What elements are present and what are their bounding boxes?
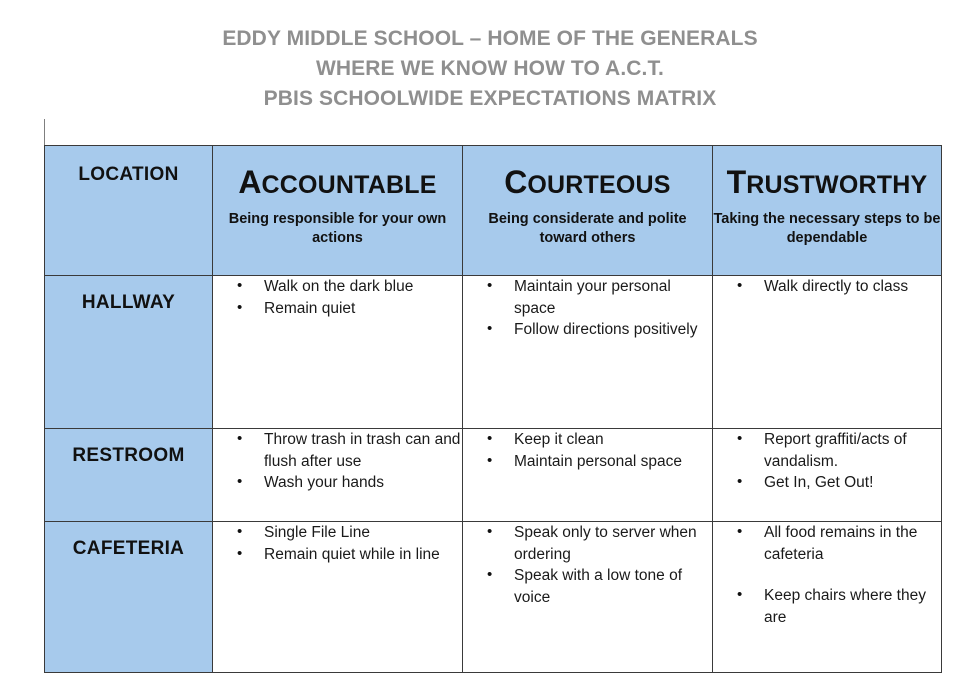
- list-item: • Speak only to server when ordering: [487, 522, 712, 565]
- cell-cafeteria-accountable: [213, 522, 463, 673]
- list-item: • Follow directions positively: [487, 319, 712, 341]
- list-item: • Report graffiti/acts of vandalism.: [737, 429, 941, 472]
- list-item: • Get In, Get Out!: [737, 472, 941, 494]
- header-cell-courteous: [463, 146, 713, 276]
- cell-hallway-trustworthy: [713, 276, 942, 429]
- cell-hallway-accountable: [213, 276, 463, 429]
- cell-restroom-accountable: [213, 429, 463, 522]
- cell-cafeteria-courteous: [463, 522, 713, 673]
- header-accountable-initial: A: [238, 164, 262, 200]
- header-cell-trustworthy: [713, 146, 942, 276]
- bullet-list: [213, 429, 462, 494]
- list-item: • Throw trash in trash can and flush after use: [237, 429, 462, 472]
- matrix-header-row: [45, 146, 942, 276]
- row-location-cafeteria: [45, 522, 213, 673]
- row-location-label: HALLWAY: [81, 292, 176, 313]
- row-location-label: RESTROOM: [72, 445, 185, 466]
- list-item: • Maintain your personal space: [487, 276, 712, 319]
- header-cell-accountable: [213, 146, 463, 276]
- cell-restroom-trustworthy: [713, 429, 942, 522]
- page-title: [0, 24, 980, 114]
- bullet-list: [213, 522, 462, 565]
- list-item: • Keep it clean: [487, 429, 712, 451]
- header-cell-location: [45, 146, 213, 276]
- list-item: • Walk directly to class: [737, 276, 941, 298]
- header-trustworthy-initial: T: [726, 164, 747, 200]
- header-trustworthy-rest: RUSTWORTHY: [746, 171, 928, 199]
- pbis-expectations-matrix: [44, 145, 942, 673]
- header-trustworthy-subtitle: Taking the necessary steps to be dependable: [713, 211, 941, 246]
- list-item: • Wash your hands: [237, 472, 462, 494]
- table-row: [45, 522, 942, 673]
- header-accountable-word: [213, 166, 462, 198]
- bullet-list: [713, 522, 941, 628]
- table-left-edge-extension: [44, 119, 45, 146]
- table-row: [45, 276, 942, 429]
- cell-cafeteria-trustworthy: [713, 522, 942, 673]
- header-location-label: LOCATION: [78, 164, 179, 185]
- list-item: • Remain quiet: [237, 298, 462, 320]
- row-location-label: CAFETERIA: [72, 538, 185, 559]
- header-courteous-word: [463, 166, 712, 198]
- list-item: • All food remains in the cafeteria: [737, 522, 941, 565]
- cell-restroom-courteous: [463, 429, 713, 522]
- list-item: • Single File Line: [237, 522, 462, 544]
- bullet-list: [463, 276, 712, 341]
- header-courteous-subtitle: Being considerate and polite toward others: [488, 211, 687, 246]
- bullet-list: [713, 276, 941, 298]
- bullet-list: [213, 276, 462, 319]
- header-accountable-subtitle: Being responsible for your own actions: [228, 211, 447, 246]
- list-item: • Maintain personal space: [487, 451, 712, 473]
- list-item: • Walk on the dark blue: [237, 276, 462, 298]
- header-courteous-initial: C: [504, 164, 528, 200]
- header-courteous-rest: OURTEOUS: [527, 171, 671, 199]
- list-item: • Remain quiet while in line: [237, 544, 462, 566]
- title-line-1: EDDY MIDDLE SCHOOL – HOME OF THE GENERALS: [222, 27, 758, 50]
- bullet-list: [463, 429, 712, 472]
- bullet-list: [463, 522, 712, 608]
- table-row: [45, 429, 942, 522]
- header-accountable-rest: CCOUNTABLE: [261, 171, 437, 199]
- row-location-hallway: [45, 276, 213, 429]
- header-trustworthy-word: [713, 166, 941, 198]
- list-item: • Speak with a low tone of voice: [487, 565, 712, 608]
- cell-hallway-courteous: [463, 276, 713, 429]
- list-item: • Keep chairs where they are: [737, 585, 941, 628]
- row-location-restroom: [45, 429, 213, 522]
- title-line-2: WHERE WE KNOW HOW TO A.C.T.: [315, 57, 664, 80]
- title-line-3: PBIS SCHOOLWIDE EXPECTATIONS MATRIX: [263, 87, 717, 110]
- bullet-list: [713, 429, 941, 494]
